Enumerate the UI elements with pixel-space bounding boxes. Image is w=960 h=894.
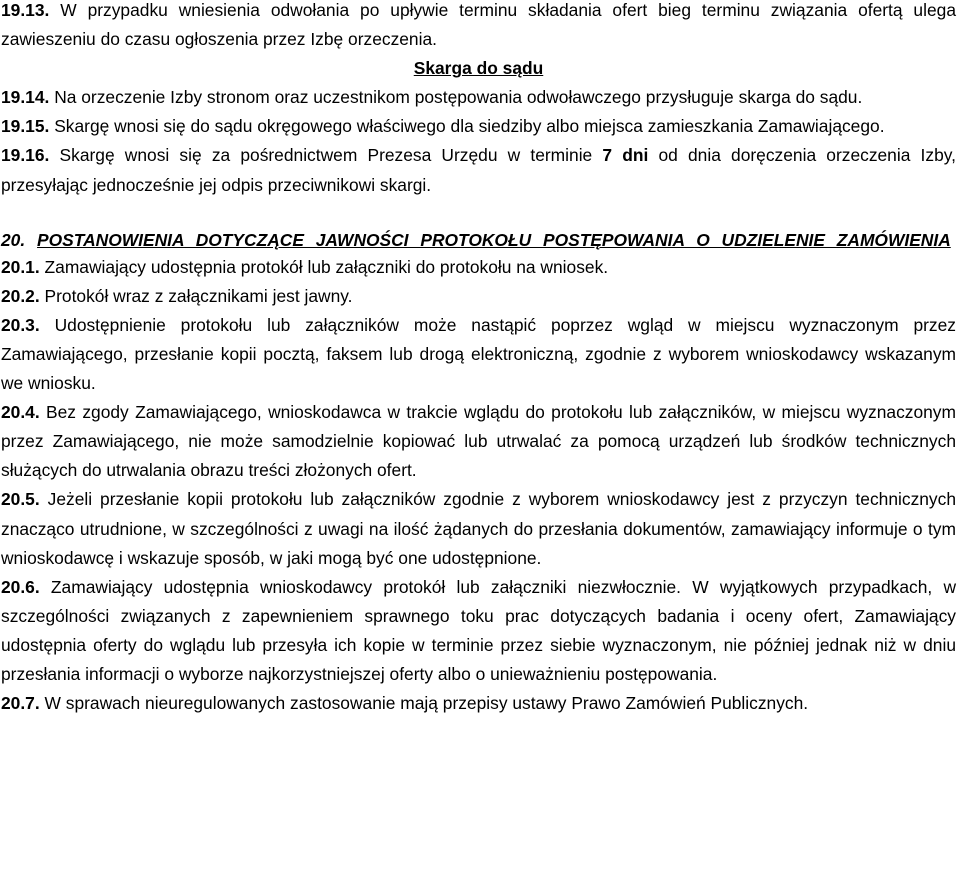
- paragraph-number: 20.5.: [1, 489, 40, 510]
- paragraph-text: W przypadku wniesienia odwołania po upływie terminu składania ofert bieg terminu związania ofertą ulega zawieszeniu do czasu ogłoszenia przez Izbę orzeczenia.: [1, 0, 956, 50]
- section-number: 20.: [1, 229, 26, 250]
- paragraph-number: 20.7.: [1, 693, 40, 714]
- paragraph-text: Jeżeli przesłanie kopii protokołu lub załączników zgodnie z wyborem wnioskodawcy jest z przyczyn technicznych znacząco utrudnione, w szczególności z uwagi na ilość żądanych do przesłania dokumentów, zamawiający informuje o tym wnioskodawcę i wskazuje sposób, w jaki mogą być one udostępnione.: [1, 489, 956, 568]
- paragraph-text: Bez zgody Zamawiającego, wnioskodawca w trakcie wglądu do protokołu lub załączników, w miejscu wyznaczonym przez Zamawiającego, nie może samodzielnie kopiować lub utrwalać za pomocą urządzeń lub środków technicznych służących do utrwalania obrazu treści złożonych ofert.: [1, 402, 956, 481]
- paragraph-text: Zamawiający udostępnia wnioskodawcy protokół lub załączniki niezwłocznie. W wyjątkowych przypadkach, w szczególności związanych z zapewnieniem sprawnego toku prac dotyczących badania i oceny ofert, Zamawiający udostępnia oferty do wglądu lub przesyła ich kopie w terminie przez siebie wyznaczonym, nie później jednak niż w dniu przesłania informacji o wyborze najkorzystniejszej oferty albo o unieważnieniu postępowania.: [1, 576, 956, 684]
- paragraph-19-16: [1, 141, 956, 199]
- paragraph-20-4: [1, 398, 956, 485]
- paragraph-19-15: [1, 112, 956, 141]
- heading-text: Skarga do sądu: [413, 58, 544, 79]
- paragraph-text: Na orzeczenie Izby stronom oraz uczestnikom postępowania odwoławczego przysługuje skarga do sądu.: [49, 87, 863, 108]
- deadline-bold: 7 dni: [602, 145, 649, 166]
- spacer: [1, 200, 956, 227]
- paragraph-number: 19.16.: [1, 145, 50, 166]
- paragraph-number: 19.13.: [1, 0, 50, 20]
- section-20-heading: [1, 227, 956, 253]
- paragraph-20-2: [1, 282, 956, 311]
- paragraph-text-after: od dnia doręczenia orzeczenia Izby, przesyłając jednocześnie jej odpis przeciwnikowi skargi.: [1, 145, 956, 195]
- paragraph-19-14: [1, 83, 956, 112]
- paragraph-20-7: [1, 689, 956, 718]
- paragraph-number: 20.3.: [1, 314, 40, 335]
- paragraph-text: Protokół wraz z załącznikami jest jawny.: [39, 285, 353, 306]
- paragraph-text: Zamawiający udostępnia protokół lub załączniki do protokołu na wniosek.: [39, 256, 609, 277]
- paragraph-20-3: [1, 311, 956, 398]
- paragraph-20-5: [1, 485, 956, 572]
- paragraph-20-1: [1, 253, 956, 282]
- paragraph-number: 20.6.: [1, 576, 40, 597]
- paragraph-number: 20.2.: [1, 285, 40, 306]
- paragraph-text: Udostępnienie protokołu lub załączników może nastąpić poprzez wgląd w miejscu wyznaczonym przez Zamawiającego, przesłanie kopii pocztą, faksem lub drogą elektroniczną, zgodnie z wyborem wnioskodawcy wskazanym we wniosku.: [1, 314, 956, 394]
- paragraph-19-13: [1, 0, 956, 54]
- heading-skarga-do-sadu: [1, 54, 956, 83]
- section-title: POSTANOWIENIA DOTYCZĄCE JAWNOŚCI PROTOKOŁU POSTĘPOWANIA O UDZIELENIE ZAMÓWIENIA: [37, 229, 951, 250]
- paragraph-text-before: Skargę wnosi się za pośrednictwem Prezesa Urzędu w terminie: [49, 145, 603, 166]
- paragraph-number: 19.14.: [1, 87, 50, 108]
- paragraph-text: W sprawach nieuregulowanych zastosowanie mają przepisy ustawy Prawo Zamówień Publicznych.: [39, 693, 809, 714]
- paragraph-20-6: [1, 573, 956, 689]
- paragraph-number: 20.1.: [1, 256, 40, 277]
- paragraph-number: 19.15.: [1, 116, 50, 137]
- paragraph-text: Skargę wnosi się do sądu okręgowego właściwego dla siedziby albo miejsca zamieszkania Zamawiającego.: [49, 116, 885, 137]
- paragraph-number: 20.4.: [1, 402, 40, 423]
